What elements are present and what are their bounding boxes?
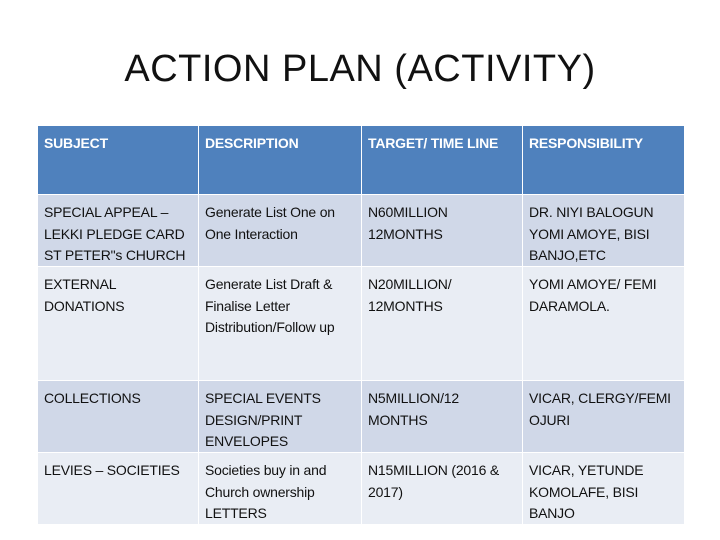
action-plan-table <box>38 126 684 524</box>
row-1-target: N60MILLION 12MONTHS <box>362 195 522 266</box>
row-4-subject: LEVIES – SOCIETIES <box>38 453 198 524</box>
row-3-description: SPECIAL EVENTS DESIGN/PRINT ENVELOPES <box>199 381 361 452</box>
header-responsibility: RESPONSIBILITY <box>523 126 684 194</box>
header-description: DESCRIPTION <box>199 126 361 194</box>
row-2-responsibility: YOMI AMOYE/ FEMI DARAMOLA. <box>523 267 684 380</box>
row-1-description: Generate List One on One Interaction <box>199 195 361 266</box>
header-subject: SUBJECT <box>38 126 198 194</box>
row-4-target: N15MILLION (2016 & 2017) <box>362 453 522 524</box>
row-3-responsibility: VICAR, CLERGY/FEMI OJURI <box>523 381 684 452</box>
row-1-subject: SPECIAL APPEAL – LEKKI PLEDGE CARD ST PETER"s CHURCH <box>38 195 198 266</box>
header-target-timeline: TARGET/ TIME LINE <box>362 126 522 194</box>
row-4-responsibility: VICAR, YETUNDE KOMOLAFE, BISI BANJO <box>523 453 684 524</box>
row-2-subject: EXTERNAL DONATIONS <box>38 267 198 380</box>
row-3-subject: COLLECTIONS <box>38 381 198 452</box>
row-2-target: N20MILLION/ 12MONTHS <box>362 267 522 380</box>
slide-title: ACTION PLAN (ACTIVITY) <box>124 48 596 90</box>
row-4-description: Societies buy in and Church ownership LETTERS <box>199 453 361 524</box>
row-3-target: N5MILLION/12 MONTHS <box>362 381 522 452</box>
row-2-description: Generate List Draft & Finalise Letter Distribution/Follow up <box>199 267 361 380</box>
row-1-responsibility: DR. NIYI BALOGUN YOMI AMOYE, BISI BANJO,ETC <box>523 195 684 266</box>
